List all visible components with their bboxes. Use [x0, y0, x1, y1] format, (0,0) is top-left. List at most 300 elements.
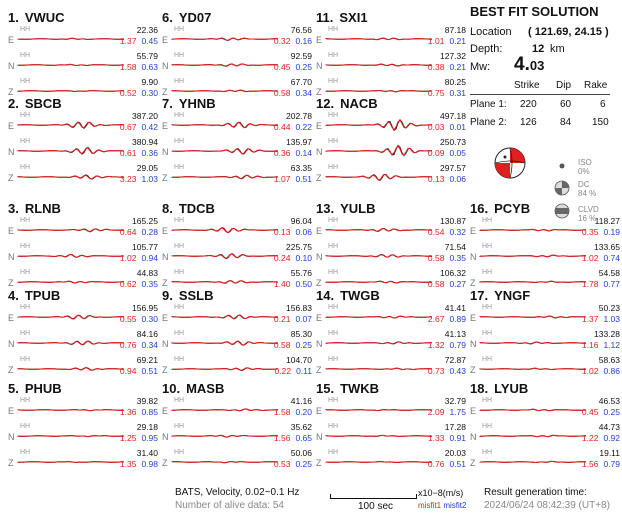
- misfit-values: [274, 433, 312, 443]
- channel-e: [8, 217, 158, 245]
- station-number: 3.: [8, 201, 19, 216]
- waveform-trace: [18, 116, 124, 134]
- misfit1-value: 1.35: [119, 459, 137, 469]
- misfit2-value: 0.74: [603, 253, 620, 263]
- peak-amplitude: 41.13: [444, 329, 466, 339]
- misfit2-value: 0.06: [449, 174, 466, 184]
- plane-2-row: [470, 113, 610, 131]
- component-label: Z: [162, 365, 168, 375]
- misfit2-value: 0.35: [449, 253, 466, 263]
- misfit-values: [428, 407, 466, 417]
- channel-code: HH: [328, 164, 339, 171]
- component-label: E: [162, 313, 169, 323]
- waveform-trace: [172, 427, 278, 445]
- iso-text: [578, 158, 592, 176]
- channel-n: [470, 330, 620, 358]
- dc-text: [578, 180, 596, 198]
- peak-amplitude: 54.58: [598, 268, 620, 278]
- misfit2-value: 0.65: [295, 433, 312, 443]
- component-label: E: [162, 406, 169, 416]
- channel-n: [316, 330, 466, 358]
- depth-unit: km: [550, 43, 565, 55]
- misfit2-value: 0.06: [295, 227, 312, 237]
- component-label: N: [162, 432, 169, 442]
- channel-e: [8, 26, 158, 54]
- channel-code: HH: [328, 397, 339, 404]
- channel-code: HH: [174, 138, 185, 145]
- iso-icon: [559, 163, 565, 169]
- channel-n: [316, 138, 466, 166]
- component-label: N: [8, 339, 15, 349]
- misfit-values: [274, 36, 312, 46]
- time-scale-label: 100 sec: [358, 501, 394, 512]
- peak-amplitude: 19.11: [599, 448, 620, 458]
- synthetic-waveform: [480, 316, 586, 318]
- peak-amplitude: 156.83: [286, 303, 312, 313]
- component-label: E: [162, 35, 169, 45]
- station-number: 5.: [8, 381, 19, 396]
- beachball-icon: [493, 146, 527, 180]
- misfit1-value: 0.58: [427, 279, 445, 289]
- waveform-trace: [18, 168, 124, 186]
- station-name: LYUB: [494, 381, 529, 396]
- synthetic-waveform: [326, 281, 432, 283]
- station-number: 11.: [316, 10, 334, 25]
- synthetic-waveform: [326, 255, 432, 257]
- misfit2-value: 0.25: [295, 340, 312, 350]
- channel-z: [316, 449, 466, 477]
- station-title: [8, 381, 62, 396]
- component-label: N: [316, 252, 323, 262]
- station-title: [316, 96, 378, 111]
- misfit2-value: 0.98: [141, 459, 158, 469]
- channel-code: HH: [20, 397, 31, 404]
- component-label: Z: [470, 278, 476, 288]
- peak-amplitude: 55.76: [290, 268, 312, 278]
- misfit2-value: 0.34: [141, 340, 158, 350]
- component-label: Z: [8, 173, 14, 183]
- misfit-values: [428, 433, 466, 443]
- header-dip: Dip: [556, 80, 572, 91]
- peak-amplitude: 156.95: [132, 303, 158, 313]
- component-label: N: [162, 147, 169, 157]
- component-label: E: [316, 121, 323, 131]
- plane-2-rake: 150: [592, 117, 609, 128]
- station-name: TWKB: [340, 381, 380, 396]
- synthetic-waveform: [480, 368, 586, 369]
- channel-code: HH: [20, 78, 31, 85]
- channel-code: HH: [174, 26, 185, 33]
- misfit1-value: 1.22: [581, 433, 599, 443]
- component-label: Z: [162, 278, 168, 288]
- component-label: Z: [316, 365, 322, 375]
- mw-value: [514, 54, 544, 76]
- peak-amplitude: 135.97: [286, 137, 312, 147]
- component-label: N: [316, 61, 323, 71]
- peak-amplitude: 63.35: [290, 163, 312, 173]
- misfit2-value: 0.43: [449, 366, 466, 376]
- waveform-trace: [18, 30, 124, 48]
- misfit1-value: 0.58: [273, 340, 291, 350]
- channel-e: [8, 112, 158, 140]
- plane-2-label: Plane 2:: [470, 117, 507, 128]
- misfit1-value: 1.01: [427, 36, 445, 46]
- location-value: ( 121.69, 24.15 ): [528, 26, 609, 38]
- plane-1-strike: 220: [520, 99, 537, 110]
- synthetic-waveform: [18, 462, 124, 463]
- misfit1-value: 0.75: [427, 88, 445, 98]
- result-time: 2024/06/24 08:42:39 (UT+8): [484, 500, 610, 511]
- misfit1-value: 0.44: [273, 122, 291, 132]
- channel-code: HH: [20, 164, 31, 171]
- synthetic-waveform: [326, 368, 432, 369]
- peak-amplitude: 31.40: [136, 448, 158, 458]
- channel-e: [8, 304, 158, 332]
- misfit-values: [582, 366, 620, 376]
- station-panel-sbcb: [8, 96, 160, 208]
- station-name: RLNB: [24, 201, 61, 216]
- misfit1-value: 0.58: [427, 253, 445, 263]
- misfit1-value: 0.94: [119, 366, 137, 376]
- misfit2-legend: misfit2: [443, 501, 467, 510]
- peak-amplitude: 202.78: [286, 111, 312, 121]
- station-name: YULB: [340, 201, 376, 216]
- component-label: E: [316, 226, 323, 236]
- channel-code: HH: [174, 423, 185, 430]
- peak-amplitude: 380.94: [132, 137, 158, 147]
- synthetic-waveform: [18, 38, 124, 39]
- channel-code: HH: [328, 138, 339, 145]
- misfit1-value: 0.54: [427, 227, 445, 237]
- misfit2-value: 0.11: [296, 366, 312, 376]
- component-label: N: [8, 252, 15, 262]
- synthetic-waveform: [172, 254, 278, 258]
- channel-n: [8, 243, 158, 271]
- peak-amplitude: 44.83: [136, 268, 158, 278]
- channel-e: [316, 304, 466, 332]
- channel-code: HH: [20, 26, 31, 33]
- misfit1-value: 0.32: [273, 36, 291, 46]
- misfit-values: [120, 459, 158, 469]
- waveform-trace: [480, 427, 586, 445]
- location-label: Location: [470, 26, 512, 38]
- station-title: [316, 201, 375, 216]
- time-scale-bar: [330, 494, 417, 499]
- misfit2-value: 1.12: [603, 340, 620, 350]
- waveform-trace: [172, 142, 278, 160]
- dc-icon: [554, 180, 570, 196]
- station-name: SSLB: [178, 288, 214, 303]
- peak-amplitude: 87.18: [444, 25, 466, 35]
- peak-amplitude: 41.41: [444, 303, 466, 313]
- misfit1-value: 0.53: [273, 459, 291, 469]
- waveform-trace: [480, 334, 586, 352]
- waveform-trace: [326, 427, 432, 445]
- synthetic-waveform: [480, 435, 586, 436]
- misfit-values: [428, 459, 466, 469]
- misfit1-value: 0.24: [273, 253, 291, 263]
- station-title: [162, 96, 216, 111]
- plane-table: [470, 80, 610, 131]
- misfit-values: [274, 227, 312, 237]
- station-title: [8, 201, 61, 216]
- station-title: [162, 201, 215, 216]
- misfit-values: [120, 366, 158, 376]
- misfit1-value: 1.25: [119, 433, 137, 443]
- misfit2-value: 0.31: [449, 88, 466, 98]
- channel-n: [8, 423, 158, 451]
- station-name: PCYB: [494, 201, 531, 216]
- component-label: N: [470, 432, 477, 442]
- station-title: [316, 10, 368, 25]
- clvd-icon: [554, 203, 570, 219]
- waveform-trace: [326, 453, 432, 471]
- misfit2-value: 0.79: [603, 459, 620, 469]
- misfit2-value: 1.03: [141, 174, 158, 184]
- misfit1-value: 0.55: [119, 314, 137, 324]
- station-name: TPUB: [24, 288, 61, 303]
- misfit2-value: 0.95: [141, 433, 158, 443]
- misfit-values: [120, 314, 158, 324]
- peak-amplitude: 104.70: [286, 355, 312, 365]
- misfit1-value: 1.58: [119, 62, 137, 72]
- station-title: [8, 10, 65, 25]
- waveform-trace: [480, 401, 586, 419]
- waveform-trace: [172, 30, 278, 48]
- misfit-values: [274, 459, 312, 469]
- channel-code: HH: [482, 449, 493, 456]
- peak-amplitude: 165.25: [132, 216, 158, 226]
- misfit-values: [120, 253, 158, 263]
- channel-code: HH: [328, 217, 339, 224]
- misfit2-value: 0.01: [449, 122, 466, 132]
- channel-n: [8, 330, 158, 358]
- misfit2-value: 0.51: [449, 459, 466, 469]
- component-label: E: [8, 406, 15, 416]
- misfit2-value: 0.51: [295, 174, 312, 184]
- station-name: YD07: [178, 10, 212, 25]
- peak-amplitude: 133.65: [594, 242, 620, 252]
- channel-z: [470, 356, 620, 384]
- synthetic-waveform: [172, 281, 278, 283]
- waveform-trace: [18, 308, 124, 326]
- channel-z: [162, 164, 312, 192]
- synthetic-waveform: [172, 64, 278, 66]
- synthetic-waveform: [172, 435, 278, 437]
- misfit2-value: 0.85: [141, 407, 158, 417]
- peak-amplitude: 22.36: [136, 25, 158, 35]
- misfit-values: [120, 340, 158, 350]
- misfit-values: [582, 407, 620, 417]
- misfit1-value: 0.61: [119, 148, 137, 158]
- synthetic-waveform: [18, 281, 124, 283]
- waveform-trace: [172, 168, 278, 186]
- peak-amplitude: 50.23: [598, 303, 620, 313]
- station-number: 8.: [162, 201, 173, 216]
- channel-code: HH: [174, 78, 185, 85]
- misfit1-value: 0.58: [273, 88, 291, 98]
- peak-amplitude: 71.54: [444, 242, 466, 252]
- station-number: 7.: [162, 96, 173, 111]
- misfit2-value: 0.16: [295, 36, 312, 46]
- channel-code: HH: [328, 243, 339, 250]
- best-fit-solution: [470, 4, 610, 128]
- peak-amplitude: 46.53: [598, 396, 620, 406]
- misfit2-value: 0.35: [141, 279, 158, 289]
- misfit-values: [274, 148, 312, 158]
- component-label: N: [316, 339, 323, 349]
- plane-1-label: Plane 1:: [470, 99, 507, 110]
- misfit1-value: 0.22: [274, 366, 292, 376]
- misfit-values: [120, 148, 158, 158]
- units-label: x10−8(m/s): [418, 488, 464, 498]
- synthetic-waveform: [326, 410, 432, 411]
- misfit1-value: 0.36: [273, 148, 291, 158]
- component-label: Z: [8, 87, 14, 97]
- waveform-trace: [326, 308, 432, 326]
- misfit1-value: 0.52: [119, 88, 137, 98]
- component-label: N: [162, 61, 169, 71]
- waveform-trace: [480, 360, 586, 378]
- channel-n: [470, 423, 620, 451]
- channel-n: [162, 330, 312, 358]
- misfit-values: [582, 433, 620, 443]
- filter-info: BATS, Velocity, 0.02~0.1 Hz: [175, 487, 300, 498]
- waveform-trace: [172, 308, 278, 326]
- channel-code: HH: [174, 397, 185, 404]
- peak-amplitude: 50.06: [290, 448, 312, 458]
- mw-small: 03: [529, 58, 545, 73]
- synthetic-waveform: [172, 90, 278, 91]
- station-number: 2.: [8, 96, 19, 111]
- misfit1-value: 1.32: [427, 340, 445, 350]
- solution-title: BEST FIT SOLUTION: [470, 4, 599, 19]
- misfit1-value: 1.02: [581, 253, 599, 263]
- misfit-values: [428, 148, 466, 158]
- misfit2-value: 0.34: [295, 88, 312, 98]
- misfit-values: [428, 314, 466, 324]
- misfit-values: [120, 122, 158, 132]
- synthetic-waveform: [172, 149, 278, 154]
- iso-value: 0%: [578, 167, 590, 176]
- waveform-trace: [172, 334, 278, 352]
- peak-amplitude: 118.27: [594, 216, 620, 226]
- waveform-trace: [18, 401, 124, 419]
- misfit1-value: 1.07: [273, 174, 291, 184]
- waveform-trace: [172, 56, 278, 74]
- channel-code: HH: [20, 269, 31, 276]
- misfit1-value: 0.76: [119, 340, 137, 350]
- clvd-label: CLVD: [578, 205, 599, 214]
- misfit1-value: 1.56: [273, 433, 291, 443]
- channel-code: HH: [328, 449, 339, 456]
- waveform-trace: [326, 334, 432, 352]
- misfit2-value: 0.86: [603, 366, 620, 376]
- waveform-trace: [172, 360, 278, 378]
- station-name: TWGB: [340, 288, 380, 303]
- waveform-trace: [326, 221, 432, 239]
- peak-amplitude: 67.70: [290, 77, 312, 87]
- misfit1-value: 1.02: [581, 366, 599, 376]
- misfit2-value: 0.25: [295, 459, 312, 469]
- misfit1-value: 1.40: [273, 279, 291, 289]
- synthetic-waveform: [326, 120, 432, 130]
- misfit-values: [428, 340, 466, 350]
- misfit-values: [120, 36, 158, 46]
- waveform-trace: [326, 168, 432, 186]
- misfit1-value: 2.09: [427, 407, 445, 417]
- channel-e: [162, 26, 312, 54]
- misfit1-value: 0.64: [119, 227, 137, 237]
- misfit-values: [582, 314, 620, 324]
- channel-n: [162, 52, 312, 80]
- component-label: Z: [316, 87, 322, 97]
- peak-amplitude: 96.04: [290, 216, 312, 226]
- station-number: 12.: [316, 96, 335, 111]
- channel-code: HH: [482, 356, 493, 363]
- channel-code: HH: [482, 423, 493, 430]
- peak-amplitude: 55.79: [136, 51, 158, 61]
- misfit-values: [428, 36, 466, 46]
- waveform-trace: [326, 247, 432, 265]
- waveform-trace: [172, 221, 278, 239]
- channel-n: [162, 243, 312, 271]
- component-label: N: [8, 432, 15, 442]
- station-panel-yhnb: [162, 96, 314, 208]
- channel-code: HH: [174, 449, 185, 456]
- station-name: TDCB: [178, 201, 215, 216]
- channel-code: HH: [20, 217, 31, 224]
- station-number: 6.: [162, 10, 173, 25]
- component-label: N: [162, 339, 169, 349]
- misfit2-value: 0.91: [449, 433, 466, 443]
- channel-n: [316, 423, 466, 451]
- station-number: 10.: [162, 381, 181, 396]
- synthetic-waveform: [18, 229, 124, 232]
- synthetic-waveform: [480, 461, 586, 462]
- waveform-trace: [18, 142, 124, 160]
- misfit2-value: 0.30: [141, 88, 158, 98]
- channel-n: [8, 138, 158, 166]
- misfit1-value: 1.33: [427, 433, 445, 443]
- peak-amplitude: 84.16: [136, 329, 158, 339]
- station-number: 13.: [316, 201, 335, 216]
- peak-amplitude: 32.79: [444, 396, 466, 406]
- channel-e: [162, 112, 312, 140]
- synthetic-waveform: [18, 255, 124, 258]
- station-number: 16.: [470, 201, 489, 216]
- channel-n: [316, 243, 466, 271]
- channel-code: HH: [482, 304, 493, 311]
- channel-n: [316, 52, 466, 80]
- misfit2-value: 0.19: [603, 227, 620, 237]
- plane-1-dip: 60: [560, 99, 572, 110]
- channel-z: [316, 164, 466, 192]
- station-number: 14.: [316, 288, 335, 303]
- station-name: NACB: [340, 96, 378, 111]
- synthetic-waveform: [18, 341, 124, 345]
- station-name: SXI1: [339, 10, 368, 25]
- waveform-trace: [326, 360, 432, 378]
- synthetic-waveform: [326, 462, 432, 463]
- misfit1-value: 2.67: [427, 314, 445, 324]
- component-label: E: [162, 121, 169, 131]
- misfit-values: [274, 174, 312, 184]
- synthetic-waveform: [326, 146, 432, 155]
- peak-amplitude: 106.32: [440, 268, 466, 278]
- plane-1-rake: 6: [600, 99, 606, 110]
- component-label: N: [316, 147, 323, 157]
